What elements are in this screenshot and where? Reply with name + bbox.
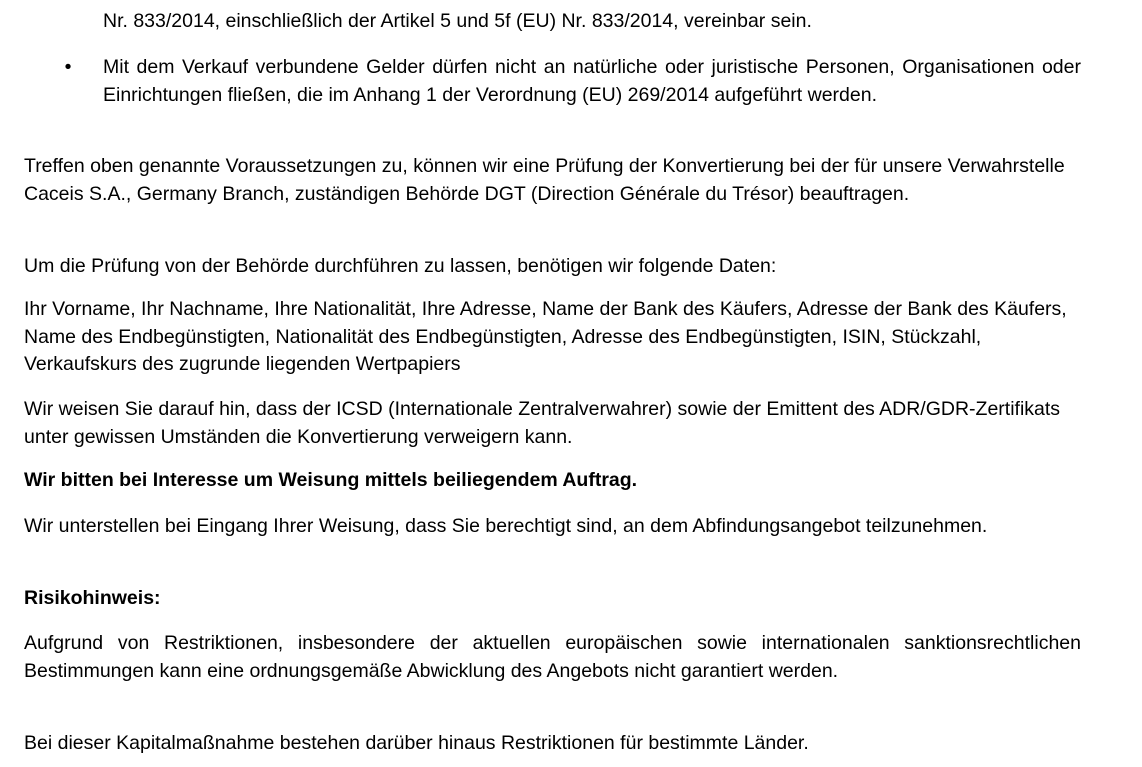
paragraph-risk-notice: Aufgrund von Restriktionen, insbesondere der aktuellen europäischen sowie internationalen sanktionsrechtlichen Bestimmungen kann eine ordnungsgemäße Abwicklung des Angebots nicht garantiert werden. xyxy=(24,632,1081,682)
paragraph-entitlement-assumption: Wir unterstellen bei Eingang Ihrer Weisung, dass Sie berechtigt sind, an dem Abfindungsangebot teilzunehmen. xyxy=(24,515,988,537)
paragraph-instruction-request: Wir bitten bei Interesse um Weisung mittels beiliegendem Auftrag. xyxy=(24,469,638,491)
bullet-icon: • xyxy=(64,56,72,78)
continuation-line: Nr. 833/2014, einschließlich der Artikel 5 und 5f (EU) Nr. 833/2014, vereinbar sein. xyxy=(103,10,812,32)
risk-heading: Risikohinweis: xyxy=(24,587,161,609)
paragraph-country-restrictions: Bei dieser Kapitalmaßnahme bestehen darüber hinaus Restriktionen für bestimmte Länder. xyxy=(24,732,809,754)
bullet-item-sanctioned-funds: Mit dem Verkauf verbundene Gelder dürfen nicht an natürliche oder juristische Personen, Organisationen oder Einrichtungen fließen, die im Anhang 1 der Verordnung (EU) 269/2014 aufgeführt werden. xyxy=(103,56,1081,106)
paragraph-icsd-notice: Wir weisen Sie darauf hin, dass der ICSD (Internationale Zentralverwahrer) sowie der Emittent des ADR/GDR-Zertifikats unter gewissen Umständen die Konvertierung verweigern kann. xyxy=(24,398,1061,448)
paragraph-data-list: Ihr Vorname, Ihr Nachname, Ihre Nationalität, Ihre Adresse, Name der Bank des Käufers, Adresse der Bank des Käufers, Name des Endbegünstigten, Nationalität des Endbegünstigten, Adresse des Endbegünstigten, ISIN, Stückzahl, Verkaufskurs des zugrunde liegenden Wertpapiers xyxy=(24,298,1067,375)
paragraph-data-intro: Um die Prüfung von der Behörde durchführen zu lassen, benötigen wir folgende Daten: xyxy=(24,255,777,277)
paragraph-conditions: Treffen oben genannte Voraussetzungen zu, können wir eine Prüfung der Konvertierung bei der für unsere Verwahrstelle Caceis S.A., Germany Branch, zuständigen Behörde DGT (Direction Générale du Trésor) beauftragen. xyxy=(24,155,1065,205)
